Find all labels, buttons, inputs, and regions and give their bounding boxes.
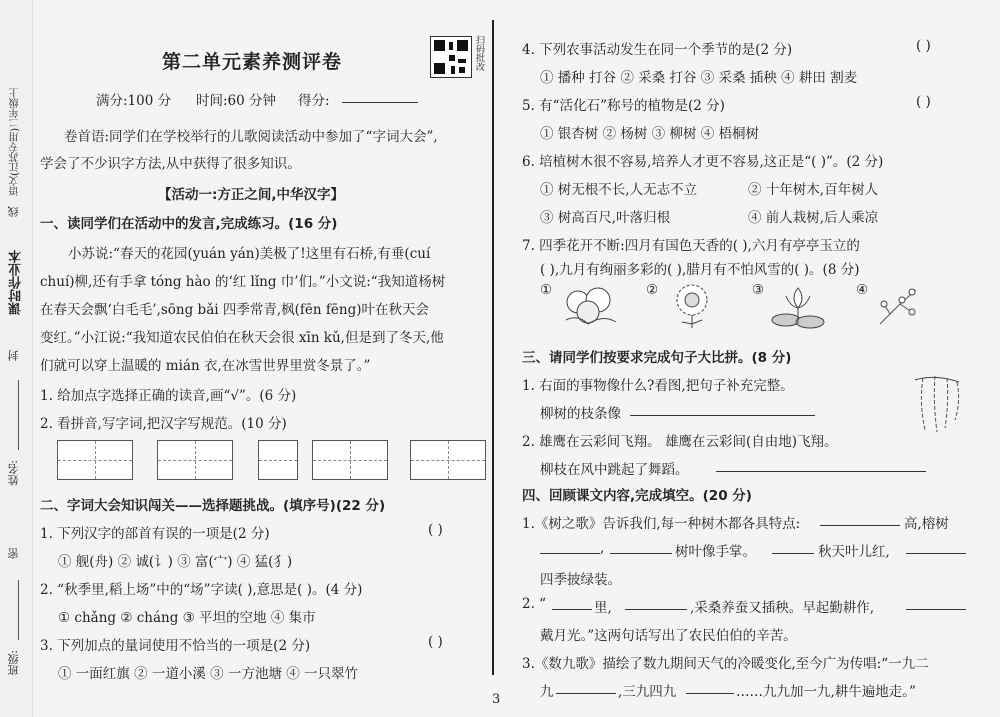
blank-4-2-c[interactable]: [906, 597, 966, 610]
seal-label: 封: [7, 350, 20, 361]
lotus-image: [768, 284, 828, 332]
text-4-2-mid: ,采桑养蚕又插秧。早起勤耕作,: [690, 600, 875, 616]
text-4-3-mid: ,三九四九: [618, 684, 677, 700]
intro-line-2: 学会了不少识字方法,从中获得了很多知识。: [40, 156, 301, 172]
question-4-1-end: 高,榕树: [904, 516, 949, 532]
question-4-1-line-1: 1.《树之歌》告诉我们,每一种树木都各具特点:: [522, 516, 801, 532]
score-field[interactable]: [342, 90, 418, 103]
question-1-2: 2. 看拼音,写字词,把汉字写规范。(10 分): [40, 416, 287, 432]
page-divider: [492, 20, 494, 675]
qr-label: 扫码批改: [474, 35, 484, 71]
name-label: 姓名:: [7, 460, 20, 486]
blank-4-1-b[interactable]: [540, 541, 600, 554]
text-4-2-li: 里,: [594, 600, 612, 616]
section-2-title: 二、字词大会知识闯关——选择题挑战。(填序号)(22 分): [40, 498, 386, 514]
writing-grid-2[interactable]: [157, 440, 233, 480]
text-4-1-green: 四季披绿装。: [540, 572, 621, 588]
question-2-4: 4. 下列农事活动发生在同一个季节的是(2 分): [522, 42, 793, 58]
question-4-3-line-1: 3.《数九歌》描绘了数九期间天气的冷暖变化,至今广为传唱:“一九二: [522, 656, 929, 672]
seal2-label: 密: [7, 548, 20, 559]
question-2-7-line-2: ( ),九月有绚丽多彩的( ),腊月有不怕风雪的( )。(8 分): [540, 262, 860, 278]
class-line[interactable]: [18, 580, 19, 640]
text-4-1-red: 秋天叶儿红,: [818, 544, 890, 560]
book-subject: 语文(江苏专用)二年级上: [10, 88, 21, 196]
passage-line-1: 小苏说:“春天的花园(yuán yán)美极了!这里有石桥,有垂(cuí: [68, 246, 431, 262]
answer-paren-2-5[interactable]: ( ): [916, 94, 931, 110]
section-4-title: 四、回顾课文内容,完成填空。(20 分): [522, 488, 752, 504]
flower-label-1: ①: [540, 282, 553, 298]
writing-grid-3[interactable]: [258, 440, 298, 480]
passage-line-4: 变红。”小江说:“我知道农民伯伯在秋天会很 xīn kǔ,但是到了冬天,他: [40, 330, 444, 346]
blank-4-3-b[interactable]: [686, 681, 734, 694]
question-3-2: 2. 雄鹰在云彩间飞翔。 雄鹰在云彩间(自由地)飞翔。: [522, 434, 838, 450]
passage-line-2: chuí)柳,还有手拿 tóng hào 的‘红 lǐng 巾’们。”小文说:“我知道杨树: [40, 274, 446, 290]
option-2-6-1: ① 树无根不长,人无志不立: [540, 182, 698, 198]
blank-4-2-b[interactable]: [625, 597, 687, 610]
flower-label-2: ②: [646, 282, 659, 298]
option-2-6-3: ③ 树高百尺,叶落归根: [540, 210, 671, 226]
text-4-1-leaf: 树叶像手掌。: [675, 544, 756, 560]
score-label: 得分:: [298, 93, 330, 109]
willow-image: [905, 372, 969, 436]
question-4-2-start: 2. “: [522, 596, 547, 612]
question-2-6: 6. 培植树木很不容易,培养人才更不容易,这正是“( )”。(2 分): [522, 154, 884, 170]
blank-4-1-d[interactable]: [772, 541, 814, 554]
text-4-2-end: 戴月光。”这两句话写出了农民伯伯的辛苦。: [540, 628, 797, 644]
text-4-3-jiu: 九: [540, 684, 554, 700]
flower-label-3: ③: [752, 282, 765, 298]
answer-paren-2-3[interactable]: ( ): [428, 634, 443, 650]
peony-image: [558, 284, 624, 330]
comma-4-1: ,: [600, 540, 605, 556]
blank-4-2-a[interactable]: [552, 597, 592, 610]
activity-heading: 【活动一:方正之间,中华汉字】: [158, 187, 345, 203]
section-1-title: 一、读同学们在活动中的发言,完成练习。(16 分): [40, 216, 338, 232]
question-1-1: 1. 给加点字选择正确的读音,画“√”。(6 分): [40, 388, 297, 404]
line-label: 线: [7, 206, 20, 217]
book-brand: 课时作业本: [9, 250, 24, 315]
writing-grid-5[interactable]: [410, 440, 486, 480]
text-4-3-end: ……九九加一九,耕牛遍地走。”: [736, 684, 916, 700]
blank-4-3-a[interactable]: [556, 681, 616, 694]
page-title: 第二单元素养测评卷: [162, 51, 343, 73]
answer-paren-2-4[interactable]: ( ): [916, 38, 931, 54]
chrysanthemum-image: [662, 280, 724, 330]
answer-3-1-blank[interactable]: [630, 403, 815, 416]
option-2-6-4: ④ 前人栽树,后人乘凉: [748, 210, 879, 226]
question-2-2: 2. “秋季里,稻上场”中的“场”字读( ),意思是( )。(4 分): [40, 582, 363, 598]
plum-blossom-image: [876, 284, 924, 328]
class-label: 班级:: [7, 650, 20, 676]
qr-code[interactable]: [430, 36, 472, 78]
answer-3-2-prompt: 柳枝在风中跳起了舞蹈。: [540, 462, 689, 478]
binding-margin: [0, 0, 33, 717]
options-2-5: ① 银杏树 ② 杨树 ③ 柳树 ④ 梧桐树: [540, 126, 760, 142]
options-2-1: ① 舰(舟) ② 诚(讠) ③ 富(宀) ④ 猛(犭): [58, 554, 293, 570]
question-2-3: 3. 下列加点的量词使用不恰当的一项是(2 分): [40, 638, 311, 654]
answer-3-2-blank[interactable]: [716, 459, 926, 472]
writing-grid-1[interactable]: [57, 440, 133, 480]
writing-grid-4[interactable]: [312, 440, 388, 480]
time-limit: 时间:60 分钟: [196, 93, 277, 109]
intro-line-1: 卷首语:同学们在学校举行的儿歌阅读活动中参加了“字词大会”,: [64, 129, 438, 145]
passage-line-3: 在春天会飘‘白毛毛’,sōng bǎi 四季常青,枫(fēn fēng)叶在秋天会: [40, 302, 429, 318]
question-2-7-line-1: 7. 四季花开不断:四月有国色天香的( ),六月有亭亭玉立的: [522, 238, 860, 254]
options-2-2: ① chǎng ② cháng ③ 平坦的空地 ④ 集市: [58, 610, 316, 626]
answer-paren-2-1[interactable]: ( ): [428, 522, 443, 538]
full-score: 满分:100 分: [96, 93, 172, 109]
section-3-title: 三、请同学们按要求完成句子大比拼。(8 分): [522, 350, 792, 366]
flower-label-4: ④: [856, 282, 869, 298]
passage-line-5: 们就可以穿上温暖的 mián 衣,在冰雪世界里赏冬景了。”: [40, 358, 371, 374]
blank-4-1-c[interactable]: [610, 541, 672, 554]
options-2-4: ① 播种 打谷 ② 采桑 打谷 ③ 采桑 插秧 ④ 耕田 割麦: [540, 70, 858, 86]
page-number: 3: [492, 692, 501, 707]
question-2-5: 5. 有“活化石”称号的植物是(2 分): [522, 98, 725, 114]
option-2-6-2: ② 十年树木,百年树人: [748, 182, 879, 198]
name-line[interactable]: [18, 380, 19, 450]
answer-3-1-prompt: 柳树的枝条像: [540, 406, 621, 422]
blank-4-1-a[interactable]: [820, 513, 900, 526]
blank-4-1-e[interactable]: [906, 541, 966, 554]
question-2-1: 1. 下列汉字的部首有误的一项是(2 分): [40, 526, 270, 542]
question-3-1: 1. 右面的事物像什么?看图,把句子补充完整。: [522, 378, 794, 394]
options-2-3: ① 一面红旗 ② 一道小溪 ③ 一方池塘 ④ 一只翠竹: [58, 666, 359, 682]
